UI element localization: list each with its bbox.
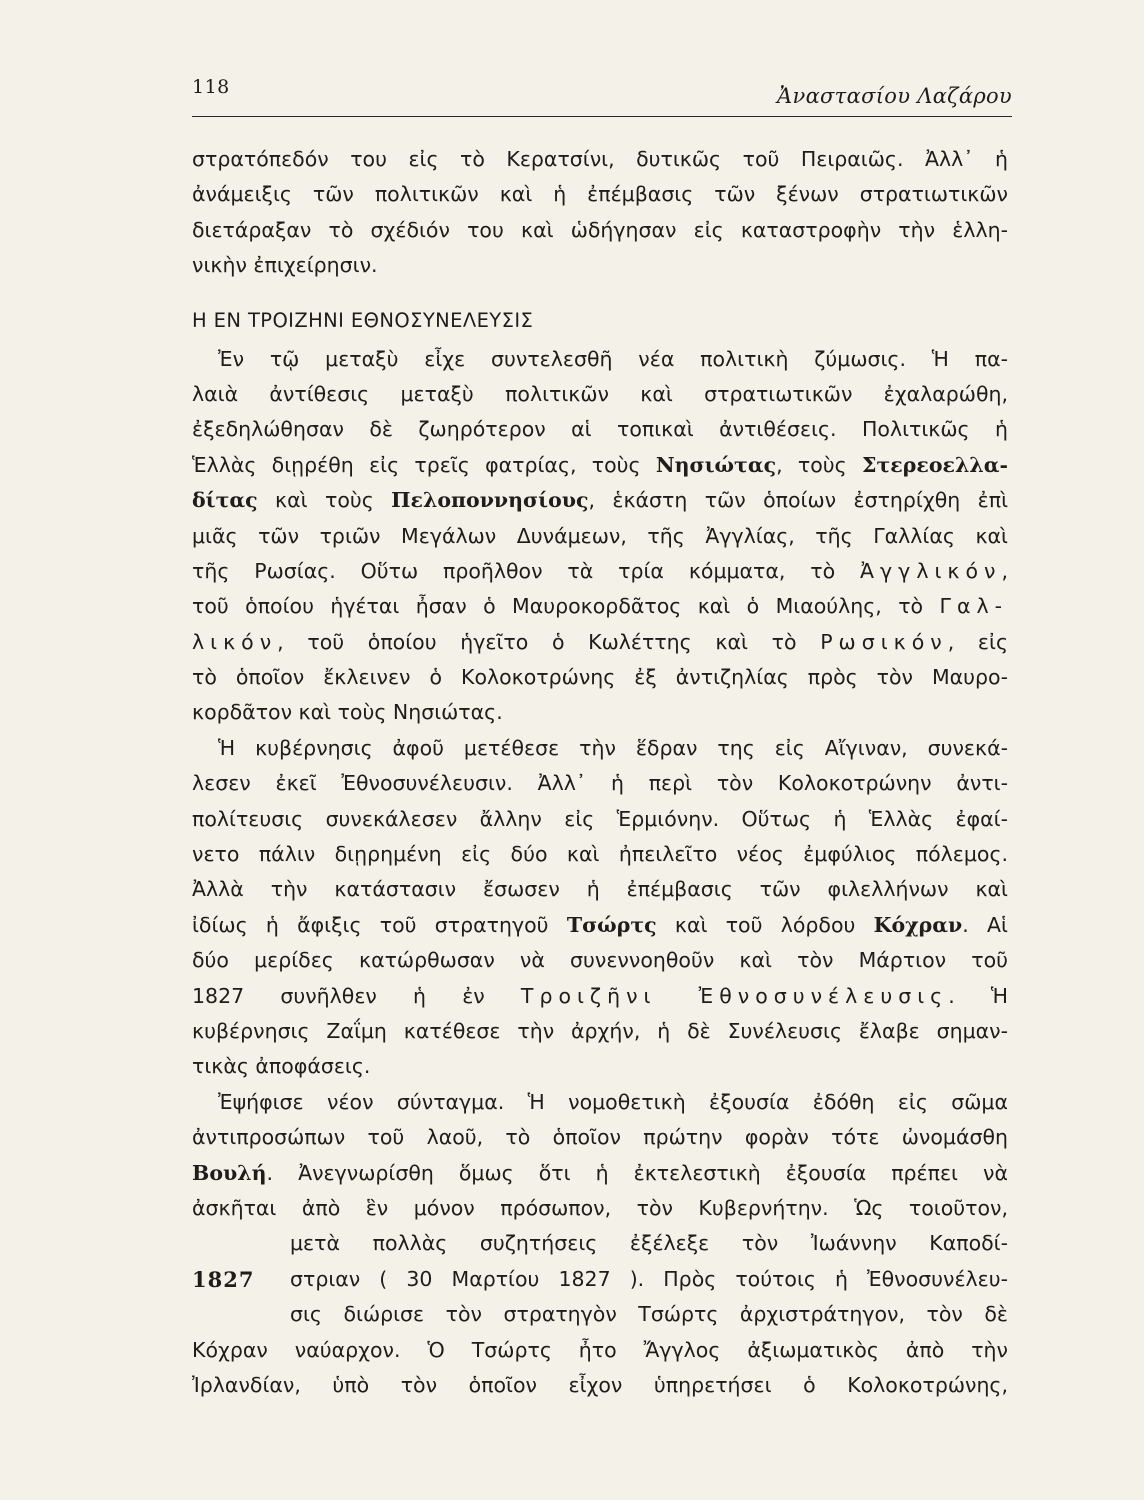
text-span: . Αἱ [962,912,1008,937]
text-line: πολίτευσις συνεκάλεσεν ἄλλην εἰς Ἑρμιόνην. Οὕτως ἡ Ἑλλὰς ἐφαί- [192,806,1008,831]
text-line [192,483,1008,518]
paragraph-2 [192,342,1008,731]
text-line: Ἐν τῷ μεταξὺ εἶχε συντελεσθῆ νέα πολιτικὴ ζύμωσις. Ἡ πα- [218,346,1008,371]
text-line [192,908,1008,943]
text-line: ἀντιπροσώπων τοῦ λαοῦ, τὸ ὁποῖον πρώτην φορὰν τότε ὠνομάσθη [192,1125,1008,1150]
bold-term-vouli: Βουλή [192,1160,267,1185]
page-number: 118 [192,76,230,98]
text-span: Ἑλλὰς διῃρέθη εἰς τρεῖς φατρίας, τοὺς [192,452,656,477]
text-line [192,625,1008,660]
bold-term-stereoelladitas-cont: δίτας [192,488,258,513]
text-line: τικὰς ἀποφάσεις. [192,1054,371,1079]
paragraph-1 [192,142,1008,284]
text-line [192,589,1008,624]
bold-term-stereoelladitas: Στερεοελλα- [862,452,1009,477]
text-line [192,979,1008,1014]
header-rule [192,116,1012,117]
text-line [192,554,1008,589]
text-span: , εἰς [947,629,1008,654]
text-line: Ἡ κυβέρνησις ἀφοῦ μετέθεσε τὴν ἕδραν της εἰς Αἴγιναν, συνεκά- [218,735,1008,760]
text-line: ἀνάμειξις τῶν πολιτικῶν καὶ ἡ ἐπέμβασις τῶν ξένων στρατιωτικῶν [192,182,1008,207]
text-line [192,1262,1008,1297]
running-head: Ἀναστασίου Λαζάρου [777,84,1012,108]
text-span: , τοὺς [776,452,862,477]
paragraph-4 [192,1085,1008,1404]
text-line [192,448,1008,483]
margin-note-year: 1827 [192,1266,255,1292]
text-line: μετὰ πολλὰς συζητήσεις ἐξέλεξε τὸν Ἰωάννην Καποδί- [290,1231,1008,1256]
bold-term-nisiotas: Νησιώτας [655,452,777,477]
spaced-term-angliko: Ἀγγλικόν [860,558,1002,583]
text-span: , ἑκάστη τῶν ὁποίων ἐστηρίχθη ἐπὶ [588,488,1008,513]
paragraph-3 [192,731,1008,1085]
text-line: Ἀλλὰ τὴν κατάστασιν ἔσωσεν ἡ ἐπέμβασις τῶν φιλελλήνων καὶ [192,877,1008,902]
text-span: τοῦ ὁποίου ἡγέται ἦσαν ὁ Μαυροκορδᾶτος καὶ ὁ Μιαούλης, τὸ [192,594,940,619]
text-line: διετάραξαν τὸ σχέδιόν του καὶ ὡδήγησαν εἰς καταστροφὴν τὴν ἑλλη- [192,217,1008,242]
text-line: τὸ ὁποῖον ἔκλεινεν ὁ Κολοκοτρώνης ἐξ ἀντιζηλίας πρὸς τὸν Μαυρο- [192,665,1008,690]
text-span: καὶ τοὺς [257,488,392,513]
spaced-term-galliko-cont: λικόν [192,629,278,654]
text-line: Ἐψήφισε νέον σύνταγμα. Ἡ νομοθετικὴ ἐξουσία ἐδόθη εἰς σῶμα [218,1089,1008,1114]
text-span: 1827 συνῆλθεν ἡ ἐν [192,983,521,1008]
text-line: λαιὰ ἀντίθεσις μεταξὺ πολιτικῶν καὶ στρατιωτικῶν ἐχαλαρώθη, [192,381,1008,406]
text-line: νικὴν ἐπιχείρησιν. [192,253,378,278]
text-line: Κόχραν ναύαρχον. Ὁ Τσώρτς ἦτο Ἄγγλος ἀξιωματικὸς ἀπὸ τὴν [192,1337,1008,1362]
text-line: ἐξεδηλώθησαν δὲ ζωηρότερον αἱ τοπικαὶ ἀντιθέσεις. Πολιτικῶς ἡ [192,417,1008,442]
section-heading: Η ΕΝ ΤΡΟΙΖΗΝΙ ΕΘΝΟΣΥΝΕΛΕΥΣΙΣ [192,308,534,332]
text-span: τῆς Ρωσίας. Οὕτω προῆλθον τὰ τρία κόμματα, τὸ [192,558,861,583]
bold-term-tsorts: Τσώρτς [566,912,657,937]
text-span: καὶ τοῦ λόρδου [656,912,874,937]
spaced-term-rosiko: Ρωσικόν [820,629,948,654]
page-header [192,72,1012,116]
text-line: κυβέρνησις Ζαΐμη κατέθεσε τὴν ἀρχήν, ἡ δὲ Συνέλευσις ἔλαβε σημαν- [192,1018,1008,1043]
text-line: σις διώρισε τὸν στρατηγὸν Τσώρτς ἀρχιστράτηγον, τὸν δὲ [290,1302,1008,1327]
spaced-term-ethnosynelefsis: Τροιζῆνι Ἐθνοσυνέλευσις [520,983,949,1008]
text-span: , [1001,558,1008,583]
text-line: νετο πάλιν διῃρημένη εἰς δύο καὶ ἠπειλεῖτο νέος ἐμφύλιος πόλεμος. [192,842,1008,867]
text-span: στριαν ( 30 Μαρτίου 1827 ). Πρὸς τούτοις ἡ Ἐθνοσυνέλευ- [290,1266,1008,1291]
bold-term-kochran: Κόχραν [873,912,963,937]
bold-term-peloponnisious: Πελοποννησίους [391,488,589,513]
spacer [192,284,1008,302]
text-line [192,1156,1008,1191]
text-line: δύο μερίδες κατώρθωσαν νὰ συνεννοηθοῦν καὶ τὸν Μάρτιον τοῦ [192,948,1008,973]
spaced-term-galliko: Γαλ- [939,594,1008,619]
text-span: . Ἡ [948,983,1009,1008]
text-line: Ἰρλανδίαν, ὑπὸ τὸν ὁποῖον εἶχον ὑπηρετήσει ὁ Κολοκοτρώνης, [192,1372,1008,1397]
text-line: στρατόπεδόν του εἰς τὸ Κερατσίνι, δυτικῶς τοῦ Πειραιῶς. Ἀλλ᾽ ἡ [192,147,1008,171]
body-text [192,142,1008,1403]
text-line: μιᾶς τῶν τριῶν Μεγάλων Δυνάμεων, τῆς Ἀγγλίας, τῆς Γαλλίας καὶ [192,523,1008,548]
text-line: κορδᾶτον καὶ τοὺς Νησιώτας. [192,700,503,725]
text-span: , τοῦ ὁποίου ἡγεῖτο ὁ Κωλέττης καὶ τὸ [277,629,821,654]
text-span: ἰδίως ἡ ἄφιξις τοῦ στρατηγοῦ [192,912,567,937]
text-line: λεσεν ἐκεῖ Ἐθνοσυνέλευσιν. Ἀλλ᾽ ἡ περὶ τὸν Κολοκοτρώνην ἀντι- [192,771,1008,796]
text-span: . Ἀνεγνωρίσθη ὅμως ὅτι ἡ ἐκτελεστικὴ ἐξουσία πρέπει νὰ [266,1160,1008,1185]
text-line: ἀσκῆται ἀπὸ ἓν μόνον πρόσωπον, τὸν Κυβερνήτην. Ὡς τοιοῦτον, [192,1195,1008,1220]
